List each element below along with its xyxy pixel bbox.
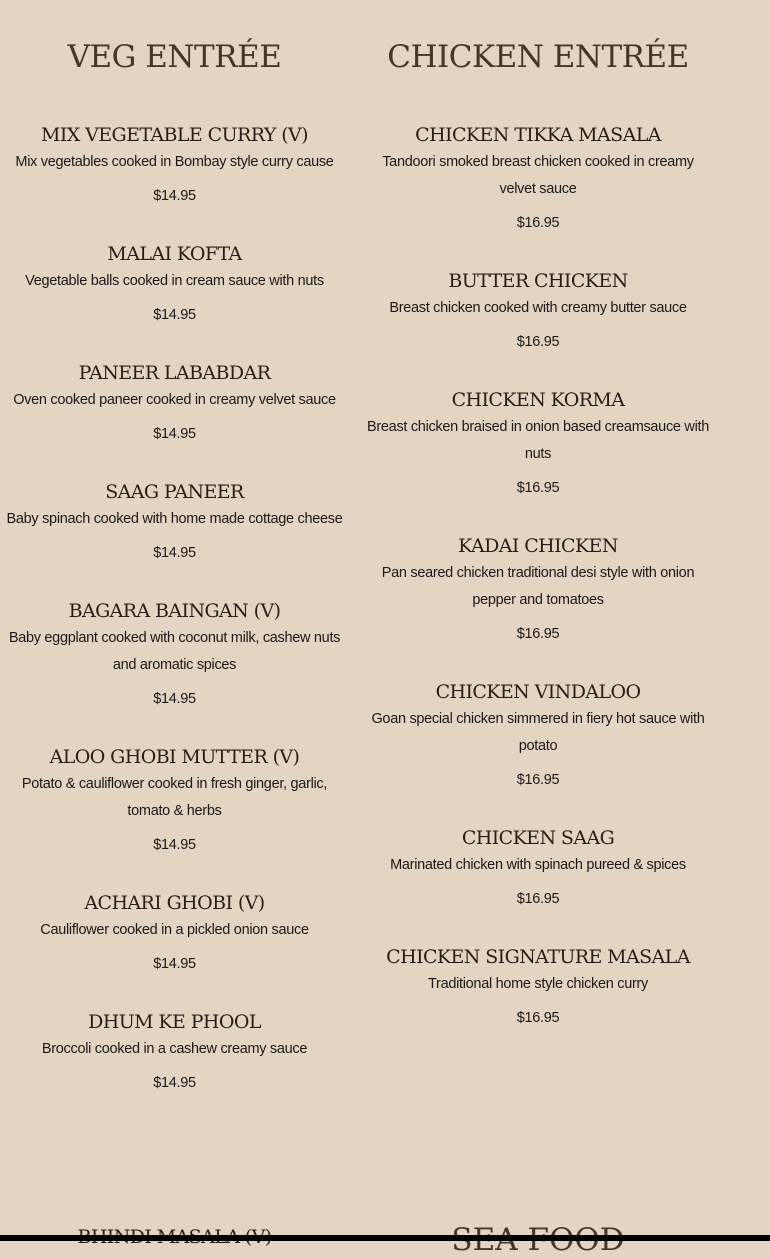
item-description: Traditional home style chicken curry bbox=[428, 976, 648, 992]
item-price: $16.95 bbox=[516, 772, 560, 788]
menu-item bbox=[356, 678, 720, 790]
item-description: Cauliflower cooked in a pickled onion sauce bbox=[40, 922, 309, 938]
veg-entree-title: VEG ENTRÉE bbox=[67, 39, 282, 75]
item-description: Potato & cauliflower cooked in fresh ginger, garlic, tomato & herbs bbox=[21, 776, 328, 819]
item-price: $14.95 bbox=[153, 1075, 196, 1091]
menu-item bbox=[0, 743, 349, 855]
item-description: Breast chicken braised in onion based creamsauce with nuts bbox=[367, 419, 709, 462]
item-description: Vegetable balls cooked in cream sauce with nuts bbox=[25, 273, 324, 289]
item-name: DHUM KE PHOOL bbox=[88, 1011, 261, 1033]
item-price: $16.95 bbox=[516, 626, 560, 642]
item-description: Breast chicken cooked with creamy butter sauce bbox=[389, 300, 687, 316]
item-name: PANEER LABABDAR bbox=[78, 362, 271, 384]
item-description: Baby eggplant cooked with coconut milk, cashew nuts and aromatic spices bbox=[8, 630, 341, 673]
item-name: CHICKEN KORMA bbox=[451, 389, 625, 411]
item-description: Tandoori smoked breast chicken cooked in creamy velvet sauce bbox=[382, 154, 694, 197]
item-description: Baby spinach cooked with home made cottage cheese bbox=[6, 511, 343, 527]
item-name: KADAI CHICKEN bbox=[458, 535, 618, 557]
item-name: BUTTER CHICKEN bbox=[448, 270, 628, 292]
item-price: $16.95 bbox=[516, 334, 560, 350]
item-name: ACHARI GHOBI (V) bbox=[84, 892, 265, 914]
veg-items-list bbox=[0, 121, 349, 1127]
menu-item bbox=[356, 532, 720, 644]
menu-item bbox=[0, 478, 349, 563]
item-price: $14.95 bbox=[153, 307, 196, 323]
menu-item bbox=[356, 121, 720, 233]
menu-item bbox=[0, 889, 349, 974]
item-description: Pan seared chicken traditional desi style with onion pepper and tomatoes bbox=[381, 565, 695, 608]
menu-item bbox=[0, 240, 349, 325]
item-name: CHICKEN SIGNATURE MASALA bbox=[386, 946, 690, 968]
menu-item bbox=[0, 359, 349, 444]
menu-item bbox=[0, 1008, 349, 1093]
item-name: CHICKEN SAAG bbox=[461, 827, 615, 849]
item-name: CHICKEN TIKKA MASALA bbox=[415, 124, 661, 146]
item-name: CHICKEN VINDALOO bbox=[435, 681, 641, 703]
item-price: $16.95 bbox=[516, 480, 560, 496]
menu-item bbox=[356, 824, 720, 909]
item-price: $14.95 bbox=[153, 188, 196, 204]
menu-item bbox=[356, 943, 720, 1028]
item-price: $16.95 bbox=[516, 1010, 560, 1026]
item-description: Oven cooked paneer cooked in creamy velvet sauce bbox=[13, 392, 336, 408]
item-name: SAAG PANEER bbox=[105, 481, 244, 503]
item-description: Goan special chicken simmered in fiery hot sauce with potato bbox=[371, 711, 705, 754]
item-price: $14.95 bbox=[153, 545, 196, 561]
item-price: $14.95 bbox=[153, 426, 196, 442]
item-description: Broccoli cooked in a cashew creamy sauce bbox=[41, 1041, 308, 1057]
chicken-items-list bbox=[356, 121, 720, 1062]
item-name: BAGARA BAINGAN (V) bbox=[68, 600, 281, 622]
menu-item bbox=[0, 597, 349, 709]
item-name: MALAI KOFTA bbox=[107, 243, 242, 265]
item-price: $14.95 bbox=[153, 837, 196, 853]
chicken-entree-title: CHICKEN ENTRÉE bbox=[387, 39, 689, 75]
item-price: $16.95 bbox=[516, 215, 560, 231]
bottom-edge-bar bbox=[0, 1235, 770, 1241]
menu-item bbox=[356, 386, 720, 498]
item-description: Mix vegetables cooked in Bombay style curry cause bbox=[15, 154, 334, 170]
item-price: $16.95 bbox=[516, 891, 560, 907]
item-price: $14.95 bbox=[153, 956, 196, 972]
menu-item bbox=[0, 121, 349, 206]
item-price: $14.95 bbox=[153, 691, 196, 707]
item-name: MIX VEGETABLE CURRY (V) bbox=[41, 124, 308, 146]
item-name: ALOO GHOBI MUTTER (V) bbox=[49, 746, 300, 768]
item-description: Marinated chicken with spinach pureed & spices bbox=[390, 857, 686, 873]
menu-item bbox=[356, 267, 720, 352]
